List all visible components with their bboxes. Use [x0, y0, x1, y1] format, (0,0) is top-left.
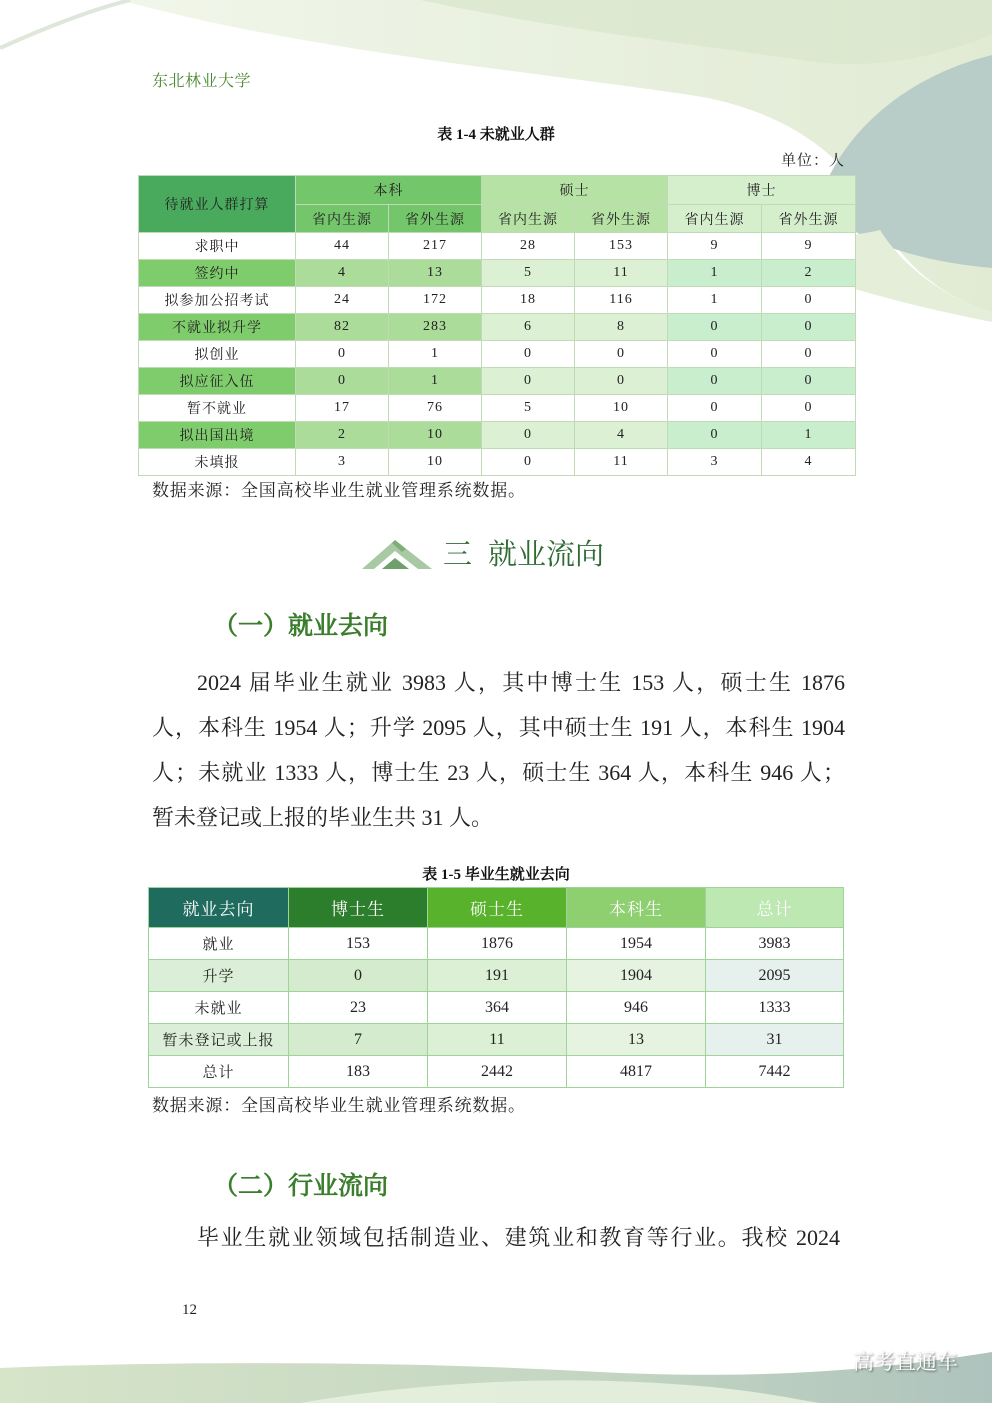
table-cell: 4: [762, 449, 856, 476]
row-label: 未就业: [149, 992, 289, 1024]
sub-header-cell: 省外生源: [762, 205, 856, 233]
table-cell: 10: [389, 449, 482, 476]
table-cell: 13: [567, 1024, 706, 1056]
table-cell: 0: [289, 960, 428, 992]
table-row: [149, 1024, 844, 1056]
row-label: 未填报: [139, 449, 296, 476]
row-label: 总计: [149, 1056, 289, 1088]
table-1-5-source: 数据来源：全国高校毕业生就业管理系统数据。: [152, 1096, 526, 1115]
table-cell: 1333: [706, 992, 844, 1024]
table-cell: 172: [389, 287, 482, 314]
table-cell: 0: [296, 368, 389, 395]
table-cell: 17: [296, 395, 389, 422]
page-number: 12: [182, 1302, 197, 1318]
table-row: [139, 341, 856, 368]
table-header-cell: 硕士生: [428, 888, 567, 928]
table-cell: 364: [428, 992, 567, 1024]
table-cell: 4: [296, 260, 389, 287]
table-cell: 0: [668, 314, 762, 341]
table-1-5: [148, 887, 844, 1088]
table-cell: 1954: [567, 928, 706, 960]
table-cell: 0: [575, 368, 668, 395]
table-cell: 3983: [706, 928, 844, 960]
table-cell: 4: [575, 422, 668, 449]
watermark-text: 高考直通车: [853, 1351, 958, 1374]
row-label: 拟出国出境: [139, 422, 296, 449]
row-label: 不就业拟升学: [139, 314, 296, 341]
table-cell: 6: [482, 314, 575, 341]
table-cell: 11: [575, 449, 668, 476]
paragraph-employment-destination: [152, 660, 845, 840]
table-cell: 1: [762, 422, 856, 449]
table-row: [139, 368, 856, 395]
mountain-logo-icon: [362, 538, 432, 570]
row-label: 签约中: [139, 260, 296, 287]
paragraph-line: 毕业生就业领域包括制造业、建筑业和教育等行业。我校 2024: [197, 1225, 840, 1250]
school-name-header: 东北林业大学: [152, 73, 252, 90]
table-row: [139, 314, 856, 341]
table-cell: 1904: [567, 960, 706, 992]
table-1-4-source: 数据来源：全国高校毕业生就业管理系统数据。: [152, 481, 526, 500]
table-cell: 2: [296, 422, 389, 449]
table-cell: 0: [762, 395, 856, 422]
table-header-row: [139, 176, 856, 205]
table-header-cell: 就业去向: [149, 888, 289, 928]
table-cell: 0: [296, 341, 389, 368]
table-row: [139, 287, 856, 314]
table-cell: 76: [389, 395, 482, 422]
table-cell: 4817: [567, 1056, 706, 1088]
table-cell: 191: [428, 960, 567, 992]
table-cell: 2442: [428, 1056, 567, 1088]
table-cell: 28: [482, 233, 575, 260]
table-cell: 183: [289, 1056, 428, 1088]
table-header-cell: 总计: [706, 888, 844, 928]
table-cell: 1: [668, 287, 762, 314]
table-cell: 31: [706, 1024, 844, 1056]
table-cell: 3: [668, 449, 762, 476]
table-cell: 9: [668, 233, 762, 260]
paragraph-line: 人；未就业 1333 人，博士生 23 人，硕士生 364 人，本科生 946 人；: [152, 760, 845, 785]
row-label: 求职中: [139, 233, 296, 260]
paragraph-industry-flow: [152, 1215, 845, 1260]
table-cell: 2: [762, 260, 856, 287]
table-cell: 946: [567, 992, 706, 1024]
table-row: [139, 260, 856, 287]
section-title: 就业流向: [488, 539, 605, 571]
table-cell: 0: [762, 314, 856, 341]
table-header-cell: 博士生: [289, 888, 428, 928]
table-cell: 0: [762, 368, 856, 395]
table-1-5-caption: 表 1-5 毕业生就业去向: [422, 867, 570, 883]
table-cell: 7: [289, 1024, 428, 1056]
table-row: [149, 928, 844, 960]
sub-header-cell: 省内生源: [668, 205, 762, 233]
table-cell: 11: [428, 1024, 567, 1056]
section-number: 三: [443, 539, 473, 571]
table-cell: 0: [668, 395, 762, 422]
table-cell: 82: [296, 314, 389, 341]
table-1-4-caption: 表 1-4 未就业人群: [437, 127, 555, 143]
table-row: [139, 449, 856, 476]
table-cell: 10: [389, 422, 482, 449]
table-row: [139, 422, 856, 449]
sub-header-cell: 省外生源: [389, 205, 482, 233]
paragraph-line: 人，本科生 1954 人；升学 2095 人，其中硕士生 191 人，本科生 1904: [152, 715, 845, 740]
table-row: [149, 992, 844, 1024]
group-header-boshi: 博士: [668, 176, 856, 205]
paragraph-line: 2024 届毕业生就业 3983 人，其中博士生 153 人，硕士生 1876: [197, 670, 845, 695]
table-row: [139, 395, 856, 422]
table-cell: 0: [575, 341, 668, 368]
row-label: 拟创业: [139, 341, 296, 368]
table-cell: 11: [575, 260, 668, 287]
table-cell: 1876: [428, 928, 567, 960]
row-label: 升学: [149, 960, 289, 992]
subsection-2-title: （二）行业流向: [213, 1172, 389, 1200]
table-cell: 1: [389, 368, 482, 395]
table-1-4-unit: 单位：人: [780, 153, 845, 169]
table-row: [139, 233, 856, 260]
row-label: 拟参加公招考试: [139, 287, 296, 314]
table-cell: 116: [575, 287, 668, 314]
table-header-row: [149, 888, 844, 928]
table-cell: 0: [668, 341, 762, 368]
table-cell: 23: [289, 992, 428, 1024]
row-label: 暂不就业: [139, 395, 296, 422]
table-cell: 2095: [706, 960, 844, 992]
subsection-1-title: （一）就业去向: [213, 612, 389, 640]
table-cell: 5: [482, 260, 575, 287]
table-cell: 13: [389, 260, 482, 287]
table-cell: 0: [482, 368, 575, 395]
table-corner-header: 待就业人群打算: [139, 176, 296, 233]
table-cell: 0: [762, 287, 856, 314]
sub-header-cell: 省内生源: [482, 205, 575, 233]
table-cell: 0: [482, 422, 575, 449]
table-1-4: [138, 175, 856, 476]
table-cell: 44: [296, 233, 389, 260]
table-cell: 1: [389, 341, 482, 368]
table-cell: 8: [575, 314, 668, 341]
table-header-cell: 本科生: [567, 888, 706, 928]
table-cell: 7442: [706, 1056, 844, 1088]
table-cell: 24: [296, 287, 389, 314]
table-cell: 5: [482, 395, 575, 422]
table-cell: 1: [668, 260, 762, 287]
table-cell: 0: [762, 341, 856, 368]
table-cell: 3: [296, 449, 389, 476]
sub-header-cell: 省外生源: [575, 205, 668, 233]
table-cell: 0: [668, 422, 762, 449]
table-cell: 0: [482, 449, 575, 476]
sub-header-cell: 省内生源: [296, 205, 389, 233]
table-cell: 0: [668, 368, 762, 395]
table-cell: 153: [575, 233, 668, 260]
table-cell: 18: [482, 287, 575, 314]
table-row: [149, 960, 844, 992]
table-cell: 153: [289, 928, 428, 960]
group-header-shuoshi: 硕士: [482, 176, 668, 205]
paragraph-line: 暂未登记或上报的毕业生共 31 人。: [152, 805, 494, 830]
row-label: 暂未登记或上报: [149, 1024, 289, 1056]
table-cell: 217: [389, 233, 482, 260]
row-label: 就业: [149, 928, 289, 960]
table-cell: 10: [575, 395, 668, 422]
table-cell: 9: [762, 233, 856, 260]
section-3-heading: [443, 537, 604, 573]
table-row: [149, 1056, 844, 1088]
group-header-benke: 本科: [296, 176, 482, 205]
table-cell: 0: [482, 341, 575, 368]
row-label: 拟应征入伍: [139, 368, 296, 395]
table-cell: 283: [389, 314, 482, 341]
